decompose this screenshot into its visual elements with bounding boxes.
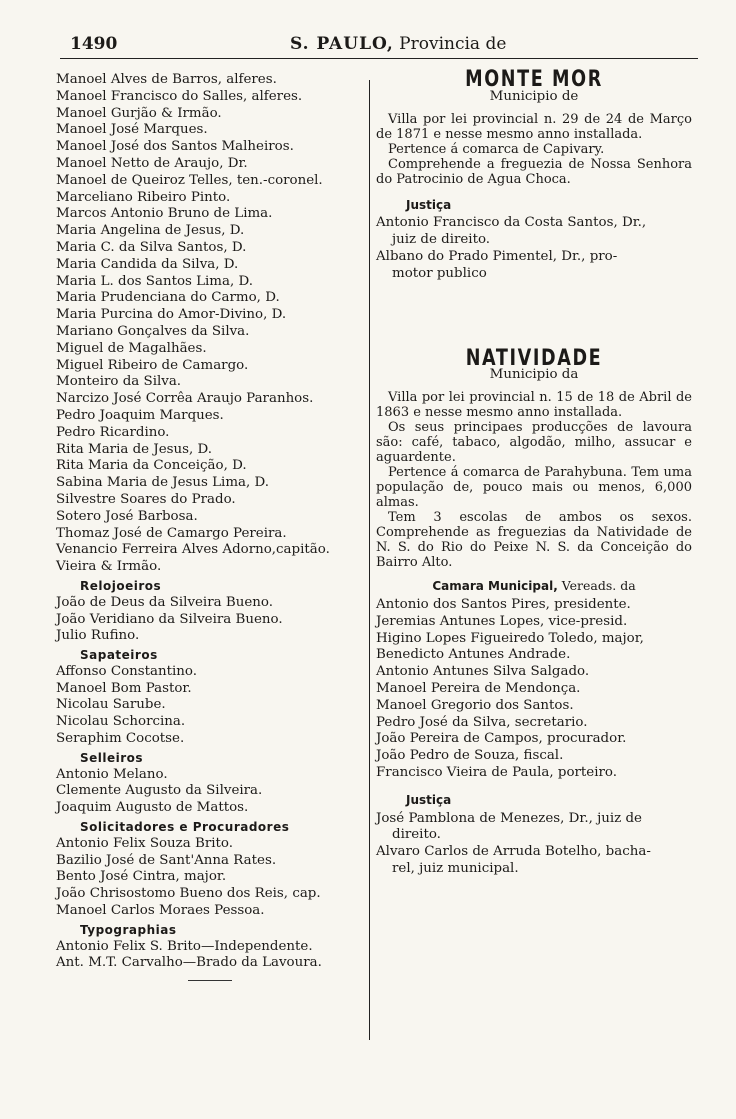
natividade-paragraph: Pertence á comarca de Parahybuna. Tem uma população de, pouco mais ou menos, 6,000 almas. [376,465,692,511]
name-entry: Manoel José dos Santos Malheiros. [56,139,294,155]
name-entry: Manoel José Marques. [56,122,208,138]
name-entry: Rita Maria da Conceição, D. [56,458,247,474]
section-entry: Nicolau Sarube. [56,697,166,713]
natividade-paragraph: Villa por lei provincial n. 15 de 18 de Abril de 1863 e nesse mesmo anno installada. [376,390,692,421]
justica-entry: motor publico [392,265,487,281]
natividade-paragraph: Tem 3 escolas de ambos os sexos. Comprehende as freguezias da Natividade de N. S. do Rio do Peixe N. S. da Conceição do Bairro Alto. [376,510,692,571]
section-entry: João Chrisostomo Bueno dos Reis, cap. [56,886,321,902]
section-entry: Clemente Augusto da Silveira. [56,783,263,799]
section-heading: Sapateiros [80,648,158,663]
name-entry: Narcizo José Corrêa Araujo Paranhos. [56,391,314,407]
name-entry: Monteiro da Silva. [56,374,182,390]
name-entry: Maria Angelina de Jesus, D. [56,223,245,239]
natividade-title: NATIVIDADE [465,345,603,371]
section-entry: Antonio Felix S. Brito—Independente. [56,938,313,954]
trade-section [56,647,364,748]
monte-mor-municipio: Municipio de [489,88,579,104]
section-entry: Manoel Bom Pastor. [56,680,192,696]
name-entry: Manoel Francisco do Salles, alferes. [56,88,303,104]
natividade-section [376,345,692,878]
state-name: S. PAULO, [290,34,394,54]
camara-entry: Antonio Antunes Silva Salgado. [376,664,590,680]
camara-entry: Antonio dos Santos Pires, presidente. [376,596,631,612]
name-entry: Miguel de Magalhães. [56,340,207,356]
name-entry: Maria L. dos Santos Lima, D. [56,273,254,289]
justica-entry: Alvaro Carlos de Arruda Botelho, bacha- [376,844,651,860]
justica-entry: José Pamblona de Menezes, Dr., juiz de [376,810,642,826]
section-heading: Relojoeiros [80,578,162,593]
trade-section [56,578,364,645]
page-number: 1490 [70,34,118,54]
name-entry: Thomaz José de Camargo Pereira. [56,525,287,541]
monte-mor-paragraph: Comprehende a freguezia de Nossa Senhora do Patrocinio de Agua Choca. [376,156,692,187]
section-entry: Manoel Carlos Moraes Pessoa. [56,903,265,919]
names-list [56,72,364,576]
monte-mor-paragraph: Pertence á comarca de Capivary. [388,141,605,157]
justica-entry: direito. [392,827,441,843]
name-entry: Maria Prudenciana do Carmo, D. [56,290,280,306]
section-entry: Ant. M.T. Carvalho—Brado da Lavoura. [56,955,322,971]
name-entry: Mariano Gonçalves da Silva. [56,323,250,339]
monte-mor-section [376,67,692,283]
name-entry: Pedro Joaquim Marques. [56,407,224,423]
camara-entry: João Pedro de Souza, fiscal. [376,748,564,764]
name-entry: Maria C. da Silva Santos, D. [56,239,247,255]
trade-section [56,750,364,817]
section-entry: Julio Rufino. [56,628,140,644]
section-heading: Typographias [80,922,177,937]
camara-entry: Higino Lopes Figueiredo Toledo, major, [376,630,644,646]
section-heading: Selleiros [80,750,144,765]
running-header [60,30,700,56]
section-entry: Joaquim Augusto de Mattos. [56,800,249,816]
name-entry: Manoel Alves de Barros, alferes. [56,72,277,87]
section-entry: Nicolau Schorcina. [56,714,186,730]
name-entry: Marceliano Ribeiro Pinto. [56,189,231,205]
header-rule [60,58,698,59]
camara-list [376,597,692,782]
camara-entry: Pedro José da Silva, secretario. [376,714,588,730]
camara-entry: João Pereira de Campos, procurador. [376,731,627,747]
name-entry: Maria Candida da Silva, D. [56,256,239,272]
name-entry: Manoel Gurjão & Irmão. [56,105,222,121]
trade-sections [56,578,364,972]
name-entry: Miguel Ribeiro de Camargo. [56,357,249,373]
section-entry: Antonio Felix Souza Brito. [56,835,233,851]
camara-entry: Manoel Gregorio dos Santos. [376,697,574,713]
camara-suffix: Vereads. da [561,578,636,594]
province-label: Provincia de [399,34,507,54]
name-entry: Silvestre Soares do Prado. [56,491,236,507]
natividade-justica-heading: Justiça [406,792,452,807]
natividade-paragraph: Os seus principaes producções de lavoura são: café, tabaco, algodão, milho, assucar e aguardente. [376,420,692,466]
camara-label: Camara Municipal, [432,579,558,594]
name-entry: Rita Maria de Jesus, D. [56,441,213,457]
camara-entry: Jeremias Antunes Lopes, vice-presid. [376,613,628,629]
name-entry: Venancio Ferreira Alves Adorno,capitão. [56,542,330,558]
camara-entry: Francisco Vieira de Paula, porteiro. [376,764,617,780]
left-column [56,72,364,981]
justica-entry: rel, juiz municipal. [392,860,519,876]
right-column [376,67,692,878]
column-divider [369,80,370,1040]
monte-mor-justica-heading: Justiça [406,197,452,212]
camara-entry: Manoel Pereira de Mendonça. [376,680,581,696]
name-entry: Maria Purcina do Amor-Divino, D. [56,307,287,323]
section-entry: Bento José Cintra, major. [56,869,227,885]
name-entry: Marcos Antonio Bruno de Lima. [56,206,273,222]
name-entry: Manoel de Queiroz Telles, ten.-coronel. [56,172,323,188]
name-entry: Vieira & Irmão. [56,559,162,575]
section-entry: João Veridiano da Silveira Bueno. [56,611,283,627]
section-entry: Affonso Constantino. [56,663,197,679]
name-entry: Sotero José Barbosa. [56,508,198,524]
justica-entry: Antonio Francisco da Costa Santos, Dr., [376,215,647,231]
monte-mor-paragraph: Villa por lei provincial n. 29 de 24 de Março de 1871 e nesse mesmo anno installada. [376,111,692,142]
section-entry: Seraphim Cocotse. [56,731,185,747]
section-heading: Solicitadores e Procuradores [80,820,290,835]
natividade-municipio: Municipio da [489,367,579,383]
name-entry: Pedro Ricardino. [56,424,170,440]
name-entry: Manoel Netto de Araujo, Dr. [56,155,248,171]
justica-entry: Albano do Prado Pimentel, Dr., pro- [376,248,618,264]
section-entry: João de Deus da Silveira Bueno. [56,594,273,610]
justica-entry: juiz de direito. [392,232,491,248]
trade-section [56,819,364,920]
camara-heading [376,578,692,595]
name-entry: Sabina Maria de Jesus Lima, D. [56,475,270,491]
section-entry: Antonio Melano. [56,766,168,782]
camara-entry: Benedicto Antunes Andrade. [376,647,571,663]
end-rule [188,980,232,981]
running-head-title [290,34,506,54]
monte-mor-title: MONTE MOR [465,67,603,92]
section-entry: Bazilio José de Sant'Anna Rates. [56,852,277,868]
trade-section [56,922,364,972]
